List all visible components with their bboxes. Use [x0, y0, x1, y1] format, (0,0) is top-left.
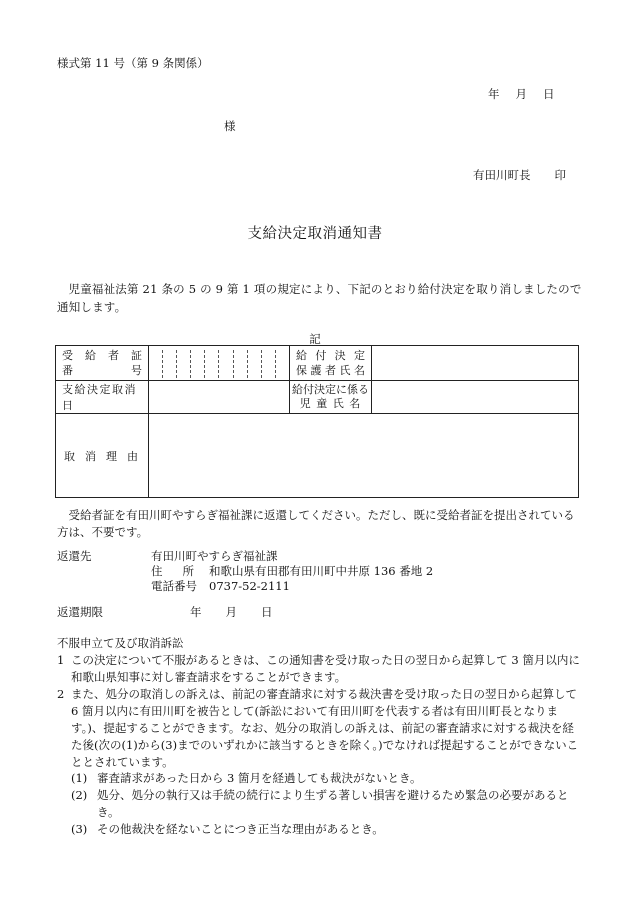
date-year: 年: [488, 87, 500, 101]
intro-text: 児童福祉法第 21 条の 5 の 9 第 1 項の規定により、下記のとおり給付決定を取り消しましたので通知します。: [57, 282, 582, 314]
child-name-field[interactable]: [372, 381, 579, 414]
ki-heading: 記: [309, 332, 321, 346]
guardian-name-field[interactable]: [372, 346, 579, 381]
cancel-date-field[interactable]: [149, 381, 290, 414]
seal-mark: 印: [554, 168, 566, 182]
appeal-heading: 不服申立て及び取消訴訟: [57, 636, 184, 650]
page-title: 支給決定取消通知書: [247, 226, 383, 242]
appeal-subitem: (3) その他裁決を経ないことにつき正当な理由があるとき。: [71, 822, 384, 836]
child-name-label: 給付決定に係る 児 童 氏 名: [290, 381, 372, 414]
addressee-suffix: 様: [224, 119, 236, 133]
deadline-date: 年 月 日: [190, 605, 273, 619]
cancel-date-label: 支給決定取消日: [56, 381, 149, 414]
reason-label: 取消理由: [56, 414, 149, 498]
issuer: [473, 167, 566, 183]
date-day: 日: [543, 87, 555, 101]
appeal-subitem: (2) 処分、処分の執行又は手続の続行により生ずる著しい損害を避けるため緊急の必要があるとき。: [71, 788, 569, 819]
reason-field[interactable]: [149, 414, 579, 498]
recipient-cert-number-field[interactable]: [149, 346, 290, 381]
deadline-label: 返還期限: [57, 605, 103, 619]
guardian-label: 給 付 決 定 保 護 者 氏 名: [290, 346, 372, 381]
issuer-name: 有田川町長: [473, 168, 531, 182]
return-heading: 返還先: [57, 549, 92, 563]
appeal-item: 1 この決定について不服があるときは、この通知書を受け取った日の翌日から起算して 3 箇月以内に和歌山県知事に対し審査請求をすることができます。: [57, 653, 580, 684]
return-tel: 電話番号 0737-52-2111: [151, 579, 290, 593]
return-address: 住所和歌山県有田郡有田川町中井原 136 番地 2: [151, 564, 434, 578]
recipient-cert-label: 受 給 者 証 番 号: [56, 346, 149, 381]
form-number: 様式第 11 号（第 9 条関係）: [57, 56, 209, 70]
return-dept: 有田川町やすらぎ福祉課: [151, 549, 278, 563]
issue-date: [488, 86, 571, 102]
date-month: 月: [515, 87, 527, 101]
return-note: 受給者証を有田川町やすらぎ福祉課に返還してください。ただし、既に受給者証を提出されている方は、不要です。: [57, 508, 575, 539]
appeal-item: 2 また、処分の取消しの訴えは、前記の審査請求に対する裁決書を受け取った日の翌日から起算して 6 箇月以内に有田川町を被告として(訴訟において有田川町を代表する者は有田川町長となります。)、提起することができます。なお、処分の取消しの訴えは、前記の審査請求に対する裁決を経た後(次の(1)から(3)までのいずれかに該当するときを除く。)でなければ提起することができないこととされています。: [57, 687, 579, 769]
notice-table: [55, 345, 579, 498]
appeal-subitem: (1) 審査請求があった日から 3 箇月を経過しても裁決がないとき。: [71, 771, 422, 785]
